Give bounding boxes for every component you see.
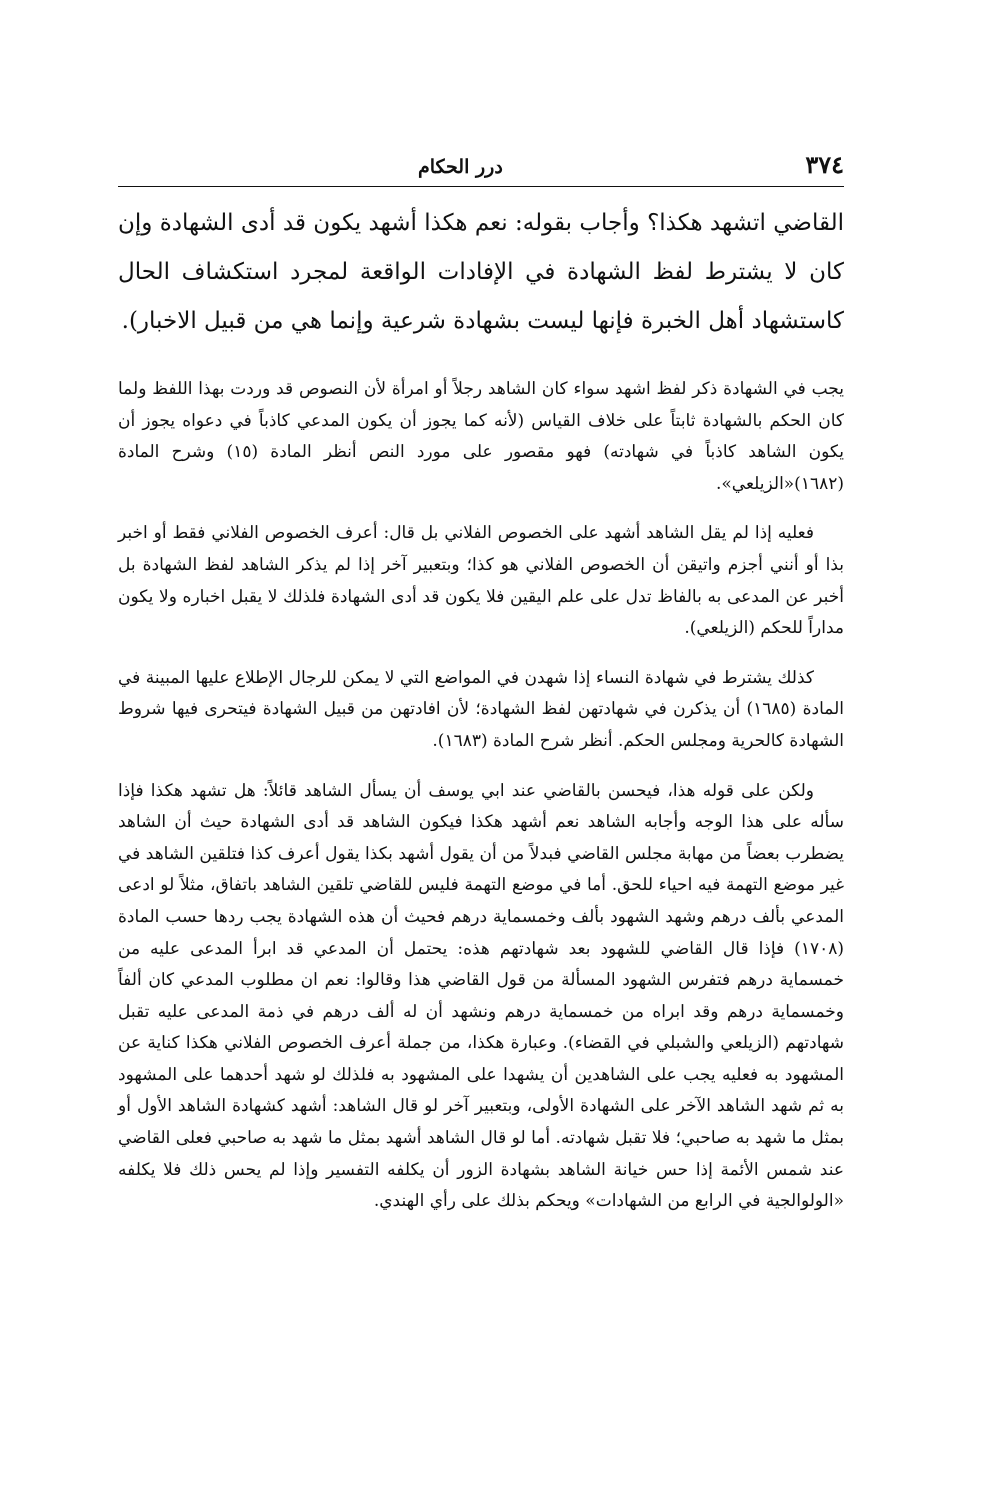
commentary-paragraph: كذلك يشترط في شهادة النساء إذا شهدن في المواضع التي لا يمكن للرجال الإطلاع عليها المبينة في المادة (١٦٨٥) أن يذكرن في شهادتهن لفظ الشهادة؛ لأن افادتهن من قبيل الشهادة فيتحرى فيها شروط الشهادة كالحرية ومجلس الحكم. أنظر شرح المادة (١٦٨٣). — [118, 667, 844, 751]
page-header — [118, 150, 844, 187]
commentary-paragraph: يجب في الشهادة ذكر لفظ اشهد سواء كان الشاهد رجلاً أو امرأة لأن النصوص قد وردت بهذا اللفظ ولما كان الحكم بالشهادة ثابتاً على خلاف القياس (لأنه كما يجوز أن يكون المدعي كاذباً في دعواه يجوز أن يكون الشاهد كاذباً في شهادته) فهو مقصور على مورد النص أنظر المادة (١٥) وشرح المادة (١٦٨٢)«الزيلعي». — [118, 379, 844, 494]
book-page — [118, 150, 844, 1218]
page-number: ٣٧٤ — [805, 150, 844, 179]
commentary-paragraph: فعليه إذا لم يقل الشاهد أشهد على الخصوص الفلاني بل قال: أعرف الخصوص الفلاني فقط أو اخبر بذا أو أنني أجزم واتيقن أن الخصوص الفلاني هو كذا؛ وبتعبير آخر إذا لم يذكر الشاهد لفظ الشهادة بل أخبر عن المدعى به بالفاظ تدل على علم اليقين فلا يكون قد أدى الشهادة فلذلك لا يقبل اخباره ولا يكون مداراً للحكم (الزيلعي). — [118, 523, 844, 639]
commentary-paragraph: ولكن على قوله هذا، فيحسن بالقاضي عند ابي يوسف أن يسأل الشاهد قائلاً: هل تشهد هكذا فإذا سأله على هذا الوجه وأجابه الشاهد نعم أشهد هكذا فيكون الشاهد قد أدى الشهادة حيث أن الشاهد يضطرب بعضاً من مهابة مجلس القاضي فبدلاً من أن يقول أشهد بكذا يقول أعرف كذا فتلقين الشاهد في غير موضع التهمة فيه احياء للحق. أما في موضع التهمة فليس للقاضي تلقين الشاهد باتفاق، مثلاً لو ادعى المدعي بألف درهم وشهد الشهود بألف وخمسماية درهم فحيث أن هذه الشهادة يجب ردها حسب المادة (١٧٠٨) فإذا قال القاضي للشهود بعد شهادتهم هذه: يحتمل أن المدعي قد ابرأ المدعى عليه من خمسماية درهم فتفرس الشهود المسألة من قول القاضي هذا وقالوا: نعم ان مطلوب المدعي كان ألفاً وخمسماية درهم وقد ابراه من خمسماية درهم ونشهد أن له ألف درهم في ذمة المدعى عليه تقبل شهادتهم (الزيلعي والشبلي في القضاء). وعبارة هكذا، من جملة أعرف الخصوص الفلاني هكذا كناية عن المشهود به فعليه يجب على الشاهدين أن يشهدا على المشهود به فلذلك لو شهد أحدهما على المشهود به ثم شهد الشاهد الآخر على الشهادة الأولى، وبتعبير آخر لو قال الشاهد: أشهد كشهادة الشاهد الأول أو بمثل ما شهد به صاحبي؛ فلا تقبل شهادته. أما لو قال الشاهد أشهد بمثل ما شهد به صاحبي فعلى القاضي عند شمس الأئمة إذا حس خيانة الشاهد بشهادة الزور أن يكلفه التفسير وإذا لم يحس ذلك فلا يكلفه «الولوالجية في الرابع من الشهادات» ويحكم بذلك على رأي الهندي. — [118, 780, 844, 1212]
main-text-paragraph: القاضي اتشهد هكذا؟ وأجاب بقوله: نعم هكذا أشهد يكون قد أدى الشهادة وإن كان لا يشترط لفظ الشهادة في الإفادات الواقعة لمجرد استكشاف الحال كاستشهاد أهل الخبرة فإنها ليست بشهادة شرعية وإنما هي من قبيل الاخبار). — [118, 210, 844, 334]
commentary-section — [118, 374, 844, 1218]
running-title: درر الحكام — [418, 156, 503, 178]
